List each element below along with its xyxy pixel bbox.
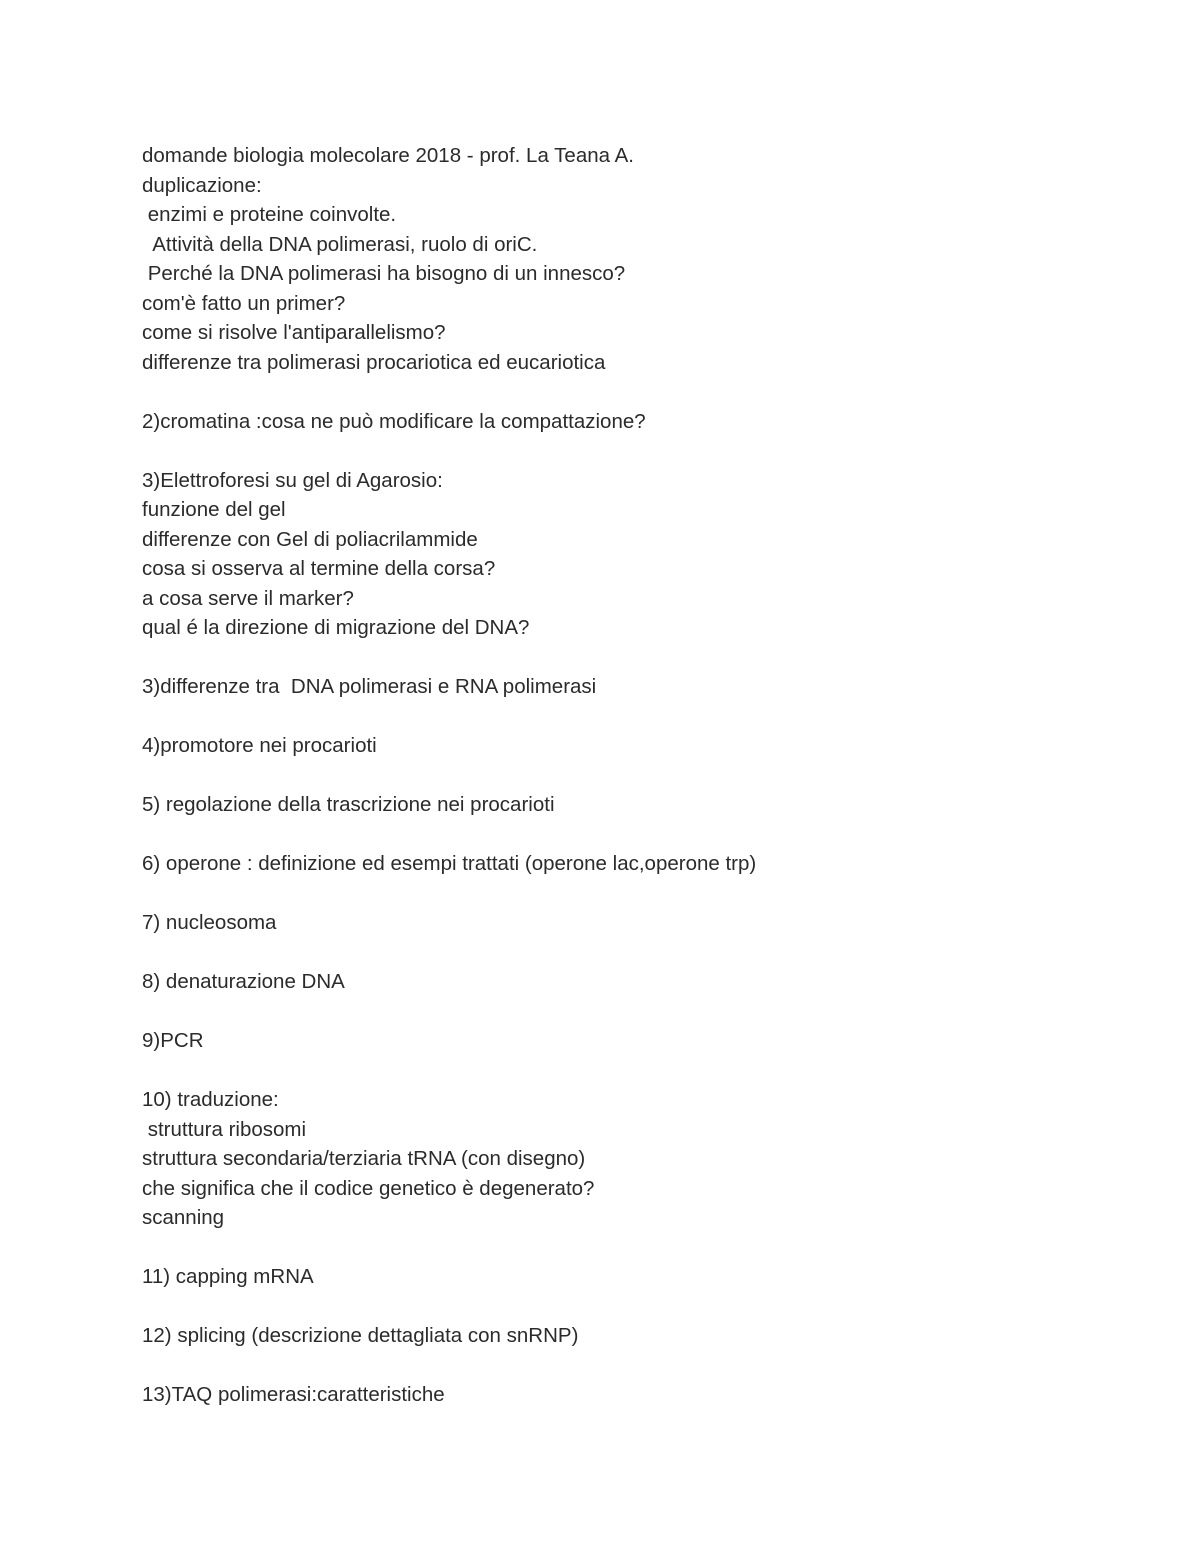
section-pcr (142, 1026, 1122, 1056)
section-heading: 3)differenze tra DNA polimerasi e RNA polimerasi (142, 675, 597, 698)
question-line: struttura secondaria/terziaria tRNA (con disegno) (142, 1147, 586, 1170)
blank-line (142, 1351, 1122, 1381)
question-line: funzione del gel (142, 498, 286, 521)
section-heading: 10) traduzione: (142, 1088, 279, 1111)
section-heading: 2)cromatina :cosa ne può modificare la compattazione? (142, 409, 646, 433)
question-line: cosa si osserva al termine della corsa? (142, 557, 496, 580)
blank-line (142, 1056, 1122, 1086)
blank-line (142, 436, 1122, 466)
section-cromatina (142, 407, 1122, 437)
blank-line (142, 1292, 1122, 1322)
section-nucleosoma (142, 908, 1122, 938)
section-promotore (142, 731, 1122, 761)
blank-line (142, 1233, 1122, 1263)
section-heading: duplicazione: (142, 173, 262, 197)
section-duplicazione (142, 171, 1122, 378)
document-title: domande biologia molecolare 2018 - prof. La Teana A. (142, 144, 634, 167)
section-traduzione (142, 1085, 1122, 1233)
question-line: a cosa serve il marker? (142, 586, 354, 610)
blank-line (142, 761, 1122, 791)
section-heading: 5) regolazione della trascrizione nei procarioti (142, 793, 555, 816)
section-heading: 6) operone : definizione ed esempi trattati (operone lac,operone trp) (142, 852, 757, 875)
question-line: qual é la direzione di migrazione del DNA? (142, 616, 530, 639)
section-heading: 13)TAQ polimerasi:caratteristiche (142, 1383, 445, 1406)
section-heading: 3)Elettroforesi su gel di Agarosio: (142, 468, 443, 492)
question-line: differenze con Gel di poliacrilammide (142, 527, 478, 551)
blank-line (142, 643, 1122, 673)
blank-line (142, 997, 1122, 1027)
section-denaturazione (142, 967, 1122, 997)
question-line: struttura ribosomi (142, 1117, 307, 1141)
blank-line (142, 377, 1122, 407)
blank-line (142, 820, 1122, 850)
section-heading: 4)promotore nei procarioti (142, 734, 377, 757)
section-splicing (142, 1321, 1122, 1351)
section-heading: 8) denaturazione DNA (142, 970, 345, 993)
question-line: Attività della DNA polimerasi, ruolo di oriC. (142, 232, 538, 256)
blank-line (142, 702, 1122, 732)
section-regolazione (142, 790, 1122, 820)
section-capping (142, 1262, 1122, 1292)
section-heading: 11) capping mRNA (142, 1265, 314, 1288)
section-operone (142, 849, 1122, 879)
question-line: enzimi e proteine coinvolte. (142, 203, 397, 226)
document-body (142, 141, 1122, 1410)
question-line: Perché la DNA polimerasi ha bisogno di un innesco? (142, 262, 626, 285)
blank-line (142, 879, 1122, 909)
section-heading: 12) splicing (descrizione dettagliata con snRNP) (142, 1324, 579, 1347)
question-line: scanning (142, 1206, 225, 1229)
question-line: com'è fatto un primer? (142, 291, 346, 315)
question-line: come si risolve l'antiparallelismo? (142, 321, 446, 344)
section-elettroforesi (142, 466, 1122, 643)
blank-line (142, 938, 1122, 968)
section-heading: 9)PCR (142, 1029, 204, 1052)
question-line: che significa che il codice genetico è degenerato? (142, 1176, 595, 1200)
section-heading: 7) nucleosoma (142, 911, 277, 934)
section-taq (142, 1380, 1122, 1410)
section-differenze-polimerasi (142, 672, 1122, 702)
question-line: differenze tra polimerasi procariotica ed eucariotica (142, 350, 606, 374)
